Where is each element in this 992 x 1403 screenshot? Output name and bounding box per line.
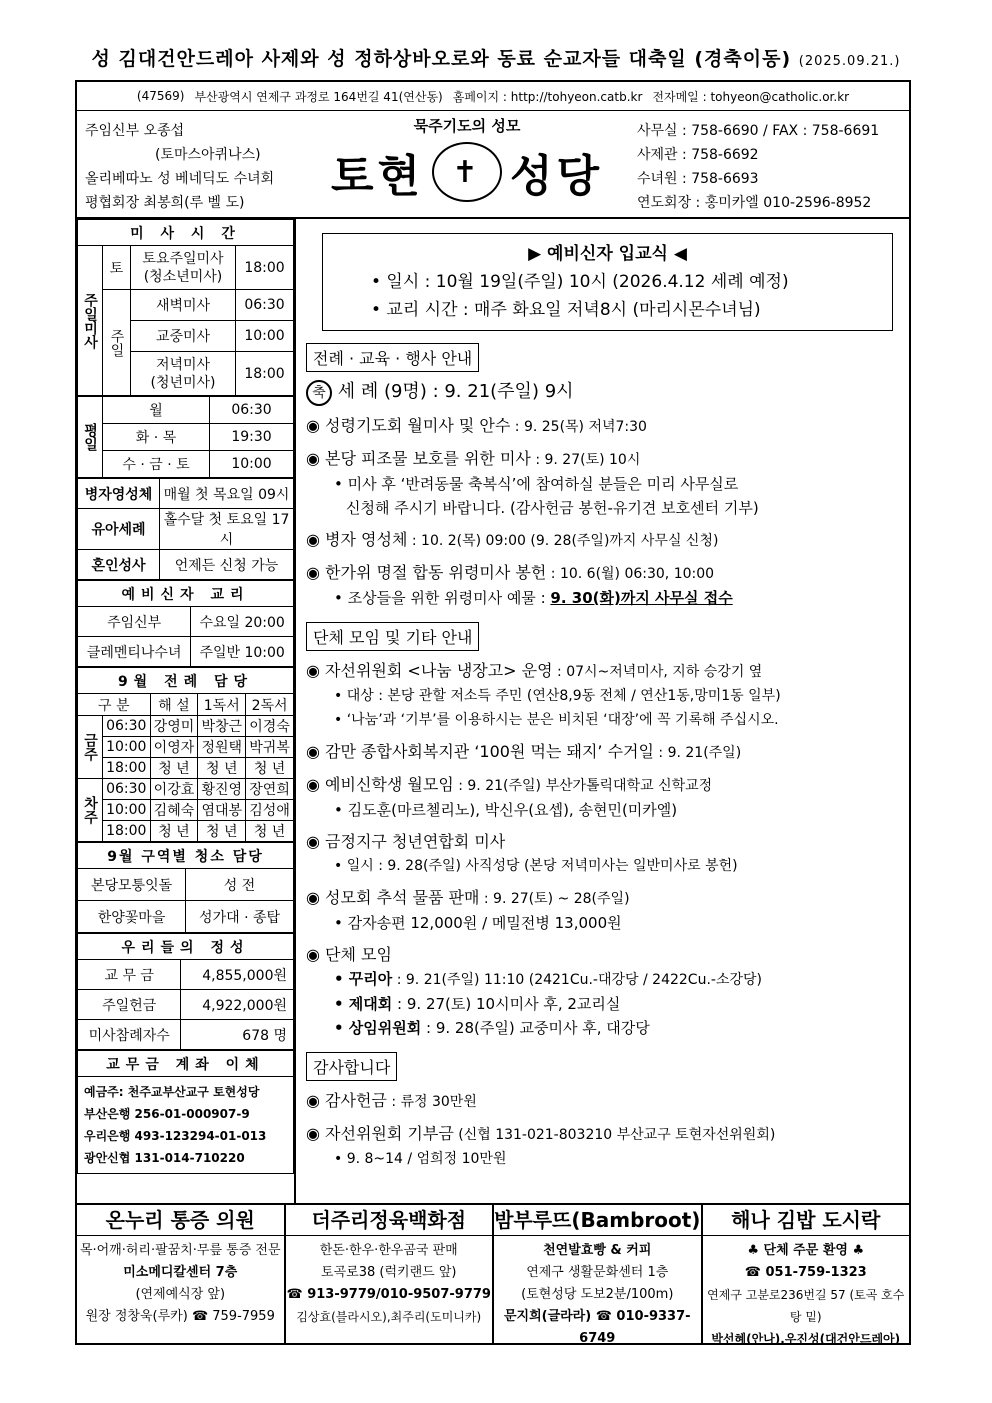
sacrament-table: 병자영성체 매월 첫 목요일 09시 유아세례 홀수달 첫 토요일 17시 혼인성사 언제든 신청 가능 (77, 478, 294, 580)
section-tag-thanks: 감사합니다 (306, 1052, 397, 1081)
catechumen-notice: ▶ 예비신자 입교식 ◀ • 일시 : 10월 19일(주일) 10시 (2026.4.12 세례 예정) • 교리 시간 : 매주 화요일 저녁8시 (마리시몬수녀님) (322, 233, 893, 331)
page-title: 성 김대건안드레아 사제와 성 정하상바오로와 동료 순교자들 대축일 (경축이동) (2025.09.21.) (91, 48, 901, 70)
notice-item: ◉ 단체 모임 (306, 945, 392, 964)
header (77, 111, 909, 219)
main-content: ▶ 예비신자 입교식 ◀ • 일시 : 10월 19일(주일) 10시 (2026.4.12 세례 예정) • 교리 시간 : 매주 화요일 저녁8시 (마리시몬수녀님) 전례 · 교육 · 행사 안내 축 세 례 (9명) : 9. 21(주일) 9시 ◉ 성령기도회 월미사 및 안수 : 9. 25(목) 저녁7:30 ◉ 본당 피조물 보호를 위한 미사 : 9. 27(토) 10시 • 미사 후 ‘반려동물 축복식’에 참여하실 분들은 미리 사무실로 신청해 주시기 바랍니다. (감사헌금 봉헌-유기견 보호센터 기부) ◉ 병자 영성체 : 10. 2(목) 09:00 (9. 28(주일)까지 사무실 신청) ◉ 한가위 명절 합동 위령미사 봉헌 : 10. 6(월) 06:30, 10:00 • 조상들을 위한 위령미사 예물 : 9. 30(화)까지 사무실 접수 단체 모임 및 기타 안내 ◉ 자선위원회 <나눔 냉장고> 운영 : 07시~저녁미사, 지하 승강기 옆 • 대상 : 본당 관할 저소득 주민 (연산8,9동 전체 / 연산1동,망미1동 일부) • ‘나눔’과 ‘기부’를 이용하시는 분은 비치된 ‘대장’에 꼭 기록해 주십시오. ◉ 감만 종합사회복지관 ‘100원 먹는 돼지’ 수거일 : 9. 21(주일) ◉ 예비신학생 월모임 : 9. 21(주일) 부산가톨릭대학교 신학교정 • 김도훈(마르첼리노), 박신우(요셉), 송현민(미카엘) ◉ 금정지구 청년연합회 미사 • 일시 : 9. 28(주일) 사직성당 (본당 저녁미사는 일반미사로 봉헌) ◉ 성모회 추석 물품 판매 : 9. 27(토) ~ 28(주일) • 감자송편 12,000원 / 메밀전병 13,000원 ◉ 단체 모임 • 꾸리아 : 9. 21(주일) 11:10 (2421Cu.-대강당 / 2422Cu.-소강당) • 제대회 : 9. 27(토) 10시미사 후, 2교리실 • 상임위원회 : 9. 28(주일) 교중미사 후, 대강당 감사합니다 ◉ 감사헌금 : 류정 30만원 ◉ 자선위원회 기부금 (신협 131-021-803210 부산교구 토현자선위원회) • 9. 8~14 / 엄희정 10만원 (298, 219, 909, 1203)
staff-list: 주임신부 오종섭 (토마스아퀴나스) 올리베따노 성 베네딕도 수녀회 평협회장 최봉희(루 벨 도) (85, 123, 275, 211)
email-link[interactable]: 전자메일 : tohyeon@catholic.or.kr (652, 89, 850, 104)
mass-table: 미 사 시 간 주일미사 토 토요주일미사 (청소년미사) 18:00 주일 새벽미사 06:30 교중미사 10:00 저녁미사 (청년미사) 18:00 (77, 219, 294, 396)
notice-item: ◉ 성모회 추석 물품 판매 : 9. 27(토) ~ 28(주일) (306, 888, 630, 907)
notice-item: ◉ 병자 영성체 : 10. 2(목) 09:00 (9. 28(주일)까지 사무실 신청) (306, 530, 719, 549)
catechism-table: 예비신자 교리 주임신부 수요일 20:00 클레멘티나수녀 주일반 10:00 (77, 580, 294, 667)
contacts: 사무실 : 758-6690 / FAX : 758-6691 사제관 : 758-6692 수녀원 : 758-6693 연도회장 : 홍미카엘 010-2596-8952 (637, 123, 880, 211)
notice-item: ◉ 성령기도회 월미사 및 안수 : 9. 25(목) 저녁7:30 (306, 416, 647, 435)
notice-item: ◉ 자선위원회 기부금 (신협 131-021-803210 부산교구 토현자선위원회) (306, 1124, 776, 1143)
notice-item: ◉ 자선위원회 <나눔 냉장고> 운영 : 07시~저녁미사, 지하 승강기 옆 (306, 661, 763, 680)
address-bar: (47569) 부산광역시 연제구 과정로 164번길 41(연산동) 홈페이지 : http://tohyeon.catb.kr 전자메일 : tohyeon@catholic.or.kr (77, 82, 909, 111)
section-tag-groups: 단체 모임 및 기타 안내 (306, 622, 479, 651)
ad-bakery: 밤부루뜨(Bambroot) 천연발효빵 & 커피 연제구 생활문화센터 1층 (토현성당 도보2분/100m) 문지희(글라라) ☎ 010-9337-6749 (494, 1205, 703, 1343)
notice-item: ◉ 한가위 명절 합동 위령미사 봉헌 : 10. 6(월) 06:30, 10:00 (306, 563, 715, 582)
weekday-table: 평일 월 06:30 화 · 목 19:30 수 · 금 · 토 10:00 (77, 396, 294, 478)
notice-item: ◉ 본당 피조물 보호를 위한 미사 : 9. 27(토) 10시 (306, 449, 641, 468)
notice-item: ◉ 감만 종합사회복지관 ‘100원 먹는 돼지’ 수거일 : 9. 21(주일) (306, 742, 742, 761)
account-table: 교무금 계좌 이체 예금주: 천주교부산교구 토현성당 부산은행 256-01-000907-9 우리은행 493-123294-01-013 광안신협 131-014-710220 (77, 1050, 294, 1174)
offering-table: 우리들의 정성 교 무 금 4,855,000원 주일헌금 4,922,000원 미사참례자수 678 명 (77, 933, 294, 1050)
ad-bar (77, 1203, 909, 1346)
liturgy-table: 9월 전례 담당 구 분 해 설 1독서 2독서 금주 06:30 강영미 박창근 이경숙 10:00 이영자 정원택 박귀복 18:00 청 년 청 년 청 년 차주 06:30 이강효 황진영 장연희 10:00 김혜숙 염대봉 김성애 18:00 청 년 청 년 청 년 (77, 667, 294, 842)
section-tag-liturgy: 전례 · 교육 · 행사 안내 (306, 343, 479, 372)
homepage-link[interactable]: 홈페이지 : http://tohyeon.catb.kr (452, 89, 643, 104)
ad-butcher: 더주리정육백화점 한돈·한우·한우곰국 판매 토곡로38 (럭키랜드 앞) ☎ 913-9779/010-9507-9779 김상효(블라시오),최주리(도미니카) (286, 1205, 495, 1343)
ad-clinic: 온누리 통증 의원 목·어깨·허리·팔꿈치·무릎 통증 전문 미소메디칼센터 7층 (연제예식장 앞) 원장 정창욱(루카) ☎ 759-7959 (77, 1205, 286, 1343)
baptism-item: 축 세 례 (9명) : 9. 21(주일) 9시 (306, 380, 901, 406)
church-name: 묵주기도의 성모 토현 ✝ 성당 (330, 117, 604, 202)
notice-item: ◉ 금정지구 청년연합회 미사 (306, 832, 506, 851)
notice-item: ◉ 감사헌금 : 류정 30만원 (306, 1091, 477, 1110)
cleaning-table: 9월 구역별 청소 담당 본당모퉁잇돌 성 전 한양꽃마을 성가대 · 종탑 (77, 842, 294, 933)
notice-item: ◉ 예비신학생 월모임 : 9. 21(주일) 부산가톨릭대학교 신학교정 (306, 775, 713, 794)
ad-kimbap: 해나 김밥 도시락 ♣ 단체 주문 환영 ♣ ☎ 051-759-1323 연제구 고분로236번길 57 (토곡 호수탕 밑) 박선혜(안나),우진성(대건안드레아) (703, 1205, 910, 1343)
bulletin-frame (75, 80, 911, 1345)
celebration-icon: 축 (306, 380, 332, 406)
church-logo-icon: ✝ (432, 142, 502, 202)
left-column (77, 219, 296, 1203)
